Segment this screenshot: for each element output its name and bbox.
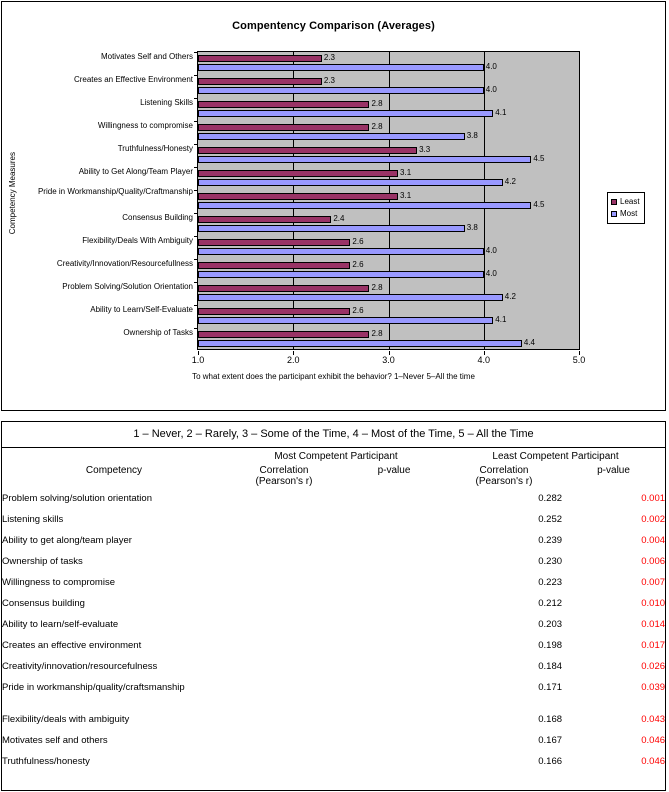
cell-least-pvalue: 0.006 [641, 556, 666, 567]
bar-least [198, 101, 369, 108]
bar-value-label-most: 3.8 [466, 223, 478, 232]
bar-value-label-least: 2.6 [352, 237, 364, 246]
cell-most-correlation [226, 714, 342, 735]
chart-category-row [117, 144, 579, 167]
cell-most-pvalue [342, 535, 446, 556]
chart-category-row [97, 121, 579, 144]
bar-value-label-most: 4.4 [523, 338, 535, 347]
y-axis-title: Competency Measures [8, 152, 17, 235]
cell-least-correlation: 0.184 [538, 661, 563, 672]
table-row [2, 598, 665, 619]
chart-category-row [78, 167, 579, 190]
column-header-least-pvalue: p-value [597, 465, 630, 476]
bar-value-label-least: 2.6 [352, 260, 364, 269]
cell-least-correlation: 0.168 [538, 714, 563, 725]
legend-item-least [611, 196, 640, 208]
chart-category-row [56, 259, 579, 282]
bar-value-label-least: 2.8 [371, 122, 383, 131]
y-tick-mark [194, 213, 198, 214]
cell-least-correlation: 0.223 [538, 577, 563, 588]
x-tick-label: 3.0 [382, 355, 395, 365]
bar-most [198, 133, 465, 140]
cell-most-correlation [226, 735, 342, 756]
bar-most [198, 110, 493, 117]
cell-most-pvalue [342, 735, 446, 756]
legend-label-most: Most [620, 209, 638, 218]
y-tick-mark [194, 98, 198, 99]
bar-least [198, 262, 350, 269]
bar-most [198, 202, 531, 209]
cell-least-pvalue: 0.004 [641, 535, 666, 546]
bar-value-label-most: 4.0 [485, 269, 497, 278]
table-row [2, 577, 665, 598]
cell-most-pvalue [342, 661, 446, 682]
cell-competency: Ability to learn/self-evaluate [2, 619, 119, 630]
cell-competency: Willingness to compromise [2, 577, 115, 588]
y-tick-mark [194, 121, 198, 122]
bar-value-label-least: 2.8 [371, 99, 383, 108]
cell-least-pvalue: 0.017 [641, 640, 666, 651]
category-label: Listening Skills [140, 98, 193, 107]
cell-least-pvalue: 0.046 [641, 735, 666, 746]
category-label: Creates an Effective Environment [73, 75, 193, 84]
cell-least-pvalue: 0.010 [641, 598, 666, 609]
table-group-header-row [2, 448, 665, 465]
x-axis-ticks [191, 351, 586, 365]
cell-least-pvalue: 0.043 [641, 714, 666, 725]
cell-most-correlation [226, 493, 342, 514]
cell-most-pvalue [342, 756, 446, 777]
bar-value-label-least: 3.1 [400, 191, 412, 200]
bar-value-label-least: 2.6 [352, 306, 364, 315]
group-header-spacer [2, 448, 226, 465]
cell-most-correlation [226, 514, 342, 535]
bar-most [198, 271, 484, 278]
cell-most-pvalue [342, 514, 446, 535]
bar-most [198, 87, 484, 94]
bar-most [198, 317, 493, 324]
cell-most-correlation [226, 556, 342, 577]
bar-least [198, 170, 398, 177]
bar-most [198, 294, 503, 301]
bar-value-label-least: 2.4 [333, 214, 345, 223]
y-tick-mark [194, 328, 198, 329]
cell-competency: Truthfulness/honesty [2, 756, 90, 767]
table-column-header-row [2, 465, 665, 493]
cell-competency: Consensus building [2, 598, 85, 609]
correlation-table-panel [1, 421, 666, 791]
category-label: Ability to Learn/Self-Evaluate [90, 305, 193, 314]
chart-category-row [37, 187, 579, 213]
category-label: Problem Solving/Solution Orientation [62, 282, 193, 291]
bar-least [198, 78, 322, 85]
y-tick-mark [194, 190, 198, 191]
cell-least-correlation: 0.171 [538, 682, 563, 693]
results-table [2, 448, 665, 777]
bar-least [198, 193, 398, 200]
y-tick-mark [194, 75, 198, 76]
table-row [2, 735, 665, 756]
table-row [2, 756, 665, 777]
cell-most-correlation [226, 535, 342, 556]
chart-category-rows [37, 52, 579, 349]
bar-value-label-most: 3.8 [466, 131, 478, 140]
cell-most-correlation [226, 598, 342, 619]
bar-least [198, 239, 350, 246]
bar-most [198, 179, 503, 186]
cell-most-correlation [226, 682, 342, 714]
chart-category-row [90, 305, 579, 328]
bar-most [198, 248, 484, 255]
cell-most-correlation [226, 661, 342, 682]
bar-value-label-most: 4.5 [533, 154, 545, 163]
cell-least-correlation: 0.203 [538, 619, 563, 630]
bar-least [198, 331, 369, 338]
table-row [2, 619, 665, 640]
cell-least-correlation: 0.167 [538, 735, 563, 746]
category-label: Ability to Get Along/Team Player [78, 167, 193, 176]
cell-competency: Creativity/innovation/resourcefulness [2, 661, 158, 672]
cell-most-pvalue [342, 682, 446, 714]
x-tick-label: 5.0 [572, 355, 586, 365]
y-tick-mark [194, 52, 198, 53]
scale-legend: 1 – Never, 2 – Rarely, 3 – Some of the Time, 4 – Most of the Time, 5 – All the Time [2, 422, 665, 448]
table-row [2, 661, 665, 682]
least-correlation-line2: (Pearson's r) [475, 476, 533, 487]
cell-most-pvalue [342, 640, 446, 661]
bar-value-label-most: 4.0 [485, 246, 497, 255]
category-label: Flexibility/Deals With Ambiguity [82, 236, 193, 245]
chart-category-row [140, 98, 579, 121]
competency-chart-panel [1, 1, 666, 411]
bar-value-label-least: 2.3 [323, 53, 335, 62]
y-tick-mark [194, 282, 198, 283]
cell-competency: Creates an effective environment [2, 640, 142, 651]
group-header-most: Most Competent Participant [274, 451, 398, 462]
bar-most [198, 156, 531, 163]
cell-least-pvalue: 0.026 [641, 661, 666, 672]
table-body [2, 493, 665, 777]
least-correlation-line1: Correlation [479, 465, 529, 476]
cell-competency: Motivates self and others [2, 735, 108, 746]
bar-least [198, 285, 369, 292]
category-label: Truthfulness/Honesty [117, 144, 193, 153]
chart-category-row [82, 236, 579, 259]
bar-least [198, 55, 322, 62]
category-label: Creativity/Innovation/Resourcefullness [56, 259, 193, 268]
table-row [2, 682, 665, 714]
x-tick-label: 2.0 [286, 355, 300, 365]
bar-value-label-most: 4.0 [485, 85, 497, 94]
table-row [2, 640, 665, 661]
legend-item-most [611, 208, 640, 220]
cell-competency: Pride in workmanship/quality/craftsmanship [2, 682, 185, 693]
cell-most-pvalue [342, 493, 446, 514]
bar-value-label-most: 4.5 [533, 200, 545, 209]
cell-least-correlation: 0.230 [538, 556, 563, 567]
legend-swatch-least-icon [611, 199, 617, 205]
cell-least-pvalue: 0.007 [641, 577, 666, 588]
x-tick-label: 4.0 [477, 355, 491, 365]
most-correlation-line1: Correlation [259, 465, 309, 476]
y-tick-mark [194, 236, 198, 237]
cell-most-pvalue [342, 619, 446, 640]
cell-least-pvalue: 0.039 [641, 682, 666, 693]
category-label: Motivates Self and Others [100, 52, 193, 61]
bar-value-label-most: 4.2 [504, 292, 516, 301]
chart-plot-area [37, 51, 580, 350]
bar-least [198, 124, 369, 131]
cell-least-correlation: 0.282 [538, 493, 563, 504]
cell-least-pvalue: 0.001 [641, 493, 666, 504]
bar-value-label-most: 4.2 [504, 177, 516, 186]
table-row [2, 714, 665, 735]
cell-most-pvalue [342, 598, 446, 619]
y-tick-mark [194, 167, 198, 168]
cell-least-correlation: 0.212 [538, 598, 563, 609]
bar-value-label-most: 4.1 [495, 108, 507, 117]
chart-category-row [100, 52, 579, 75]
cell-competency: Listening skills [2, 514, 64, 525]
cell-most-pvalue [342, 714, 446, 735]
category-label: Ownership of Tasks [123, 328, 193, 337]
bar-value-label-most: 4.0 [485, 62, 497, 71]
cell-most-correlation [226, 577, 342, 598]
cell-competency: Problem solving/solution orientation [2, 493, 152, 504]
x-axis-title: To what extent does the participant exhibit the behavior? 1–Never 5–All the time [192, 372, 475, 381]
cell-most-pvalue [342, 577, 446, 598]
bar-least [198, 147, 417, 154]
bar-value-label-most: 4.1 [495, 315, 507, 324]
bar-most [198, 340, 522, 347]
group-header-least: Least Competent Participant [492, 451, 619, 462]
x-tick-label: 1.0 [191, 355, 205, 365]
cell-competency: Ability to get along/team player [2, 535, 132, 546]
column-header-most-pvalue: p-value [377, 465, 411, 476]
chart-title: Compentency Comparison (Averages) [232, 20, 435, 32]
bar-value-label-least: 2.8 [371, 329, 383, 338]
cell-most-correlation [226, 640, 342, 661]
legend-label-least: Least [620, 197, 640, 206]
cell-most-pvalue [342, 556, 446, 577]
column-header-most-correlation [226, 465, 342, 493]
bar-value-label-least: 2.8 [371, 283, 383, 292]
chart-category-row [122, 213, 579, 236]
cell-competency: Ownership of tasks [2, 556, 83, 567]
legend-swatch-most-icon [611, 211, 617, 217]
bar-value-label-least: 3.1 [400, 168, 412, 177]
table-row [2, 493, 665, 514]
chart-category-row [62, 282, 579, 305]
most-correlation-line2: (Pearson's r) [255, 476, 313, 487]
bar-most [198, 64, 484, 71]
bar-most [198, 225, 465, 232]
category-label: Pride in Workmanship/Quality/Craftmanship [37, 187, 193, 196]
cell-least-correlation: 0.166 [538, 756, 563, 767]
cell-most-correlation [226, 756, 342, 777]
chart-category-row [73, 75, 579, 98]
chart-legend [607, 192, 645, 224]
column-header-least-correlation [446, 465, 562, 493]
cell-most-correlation [226, 619, 342, 640]
bar-value-label-least: 2.3 [323, 76, 335, 85]
bar-least [198, 216, 331, 223]
cell-least-correlation: 0.252 [538, 514, 563, 525]
cell-least-pvalue: 0.046 [641, 756, 666, 767]
table-row [2, 535, 665, 556]
table-row [2, 556, 665, 577]
y-tick-mark [194, 144, 198, 145]
table-row [2, 514, 665, 535]
bar-least [198, 308, 350, 315]
bar-value-label-least: 3.3 [419, 145, 431, 154]
cell-least-pvalue: 0.014 [641, 619, 666, 630]
category-label: Willingness to compromise [97, 121, 193, 130]
y-tick-mark [194, 259, 198, 260]
cell-least-correlation: 0.198 [538, 640, 563, 651]
table-head [2, 448, 665, 493]
y-tick-mark [194, 305, 198, 306]
cell-least-correlation: 0.239 [538, 535, 563, 546]
cell-least-pvalue: 0.002 [641, 514, 666, 525]
category-label: Consensus Building [122, 213, 193, 222]
cell-competency: Flexibility/deals with ambiguity [2, 714, 130, 725]
column-header-competency: Competency [85, 465, 143, 476]
chart-category-row [123, 328, 579, 351]
